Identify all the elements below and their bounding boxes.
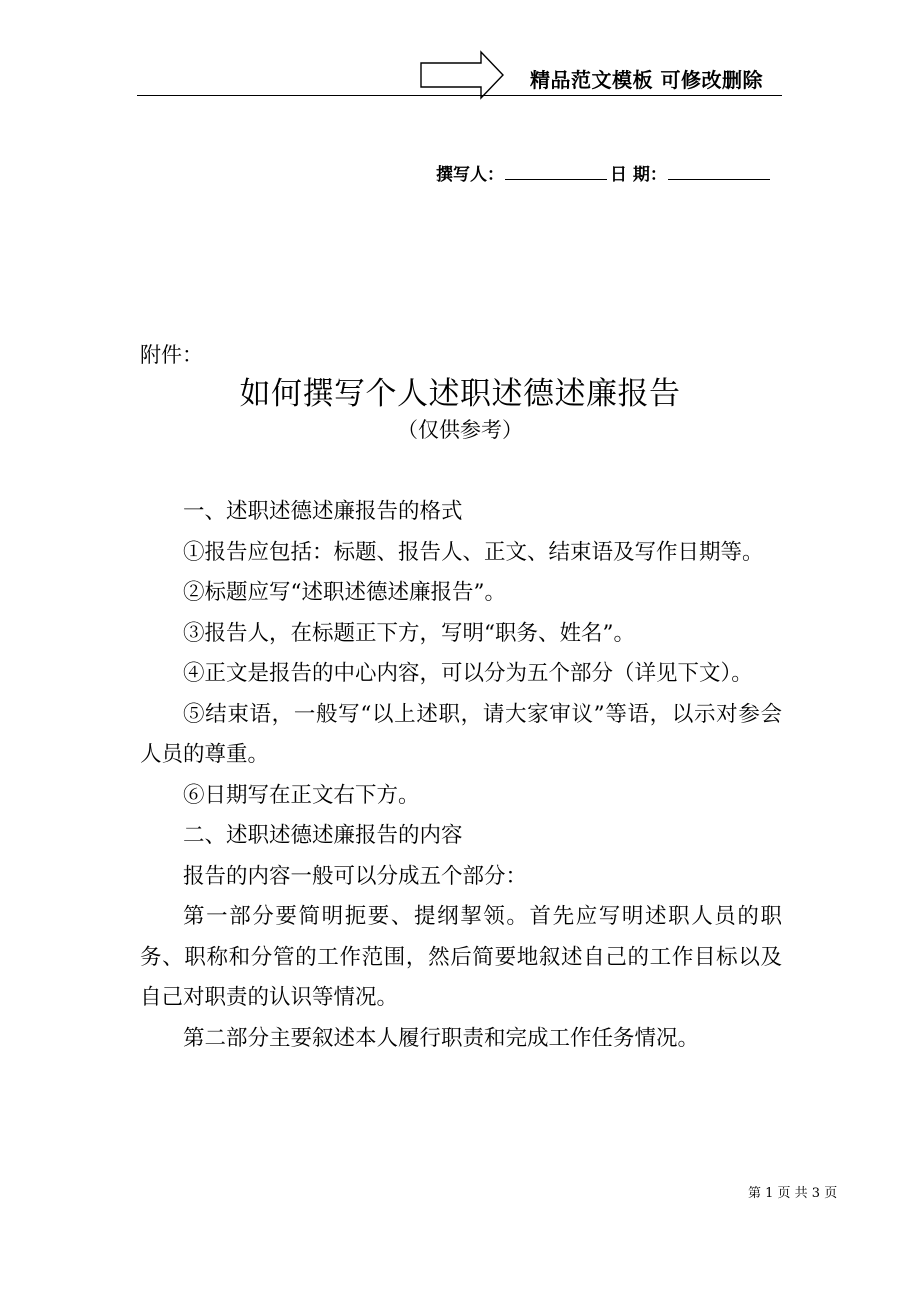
document-title: 如何撰写个人述职述德述廉报告 xyxy=(239,376,681,412)
date-blank-line xyxy=(668,161,770,180)
document-subtitle: （仅供参考） xyxy=(397,418,523,442)
author-date-row xyxy=(436,160,773,185)
section-heading-content: 二、述职述德述廉报告的内容 xyxy=(183,823,463,848)
paragraph-item-3: ③报告人，在标题正下方，写明“职务、姓名”。 xyxy=(183,620,635,646)
author-blank-line xyxy=(505,161,607,180)
header-rule xyxy=(137,95,782,96)
paragraph-content-intro: 报告的内容一般可以分成五个部分： xyxy=(183,863,528,889)
header-label: 精品范文模板 可修改删除 xyxy=(530,68,763,92)
section-heading-format: 一、述职述德述廉报告的格式 xyxy=(183,499,463,524)
paragraph-item-2: ②标题应写“述职述德述廉报告”。 xyxy=(183,580,506,605)
date-label: 日 期： xyxy=(610,165,667,185)
paragraph-part-1: 第一部分要简明扼要、提纲挈领。首先应写明述职人员的职务、职称和分管的工作范围，然后简要地叙述自己的工作目标以及自己对职责的认识等情况。 xyxy=(140,904,782,1010)
arrow-icon xyxy=(419,50,505,100)
document-body xyxy=(140,492,782,1059)
paragraph-item-4: ④正文是报告的中心内容，可以分为五个部分（详见下文）。 xyxy=(183,661,753,686)
author-label: 撰写人： xyxy=(436,165,504,185)
attachment-label: 附件： xyxy=(140,343,203,367)
paragraph-item-5: ⑤结束语，一般写“以上述职，请大家审议”等语，以示对参会人员的尊重。 xyxy=(140,701,782,767)
paragraph-item-6: ⑥日期写在正文右下方。 xyxy=(183,782,420,808)
page-number: 第 1 页 共 3 页 xyxy=(748,1186,838,1201)
paragraph-part-2: 第二部分主要叙述本人履行职责和完成工作任务情况。 xyxy=(183,1025,700,1051)
paragraph-item-1: ①报告应包括：标题、报告人、正文、结束语及写作日期等。 xyxy=(183,539,764,565)
